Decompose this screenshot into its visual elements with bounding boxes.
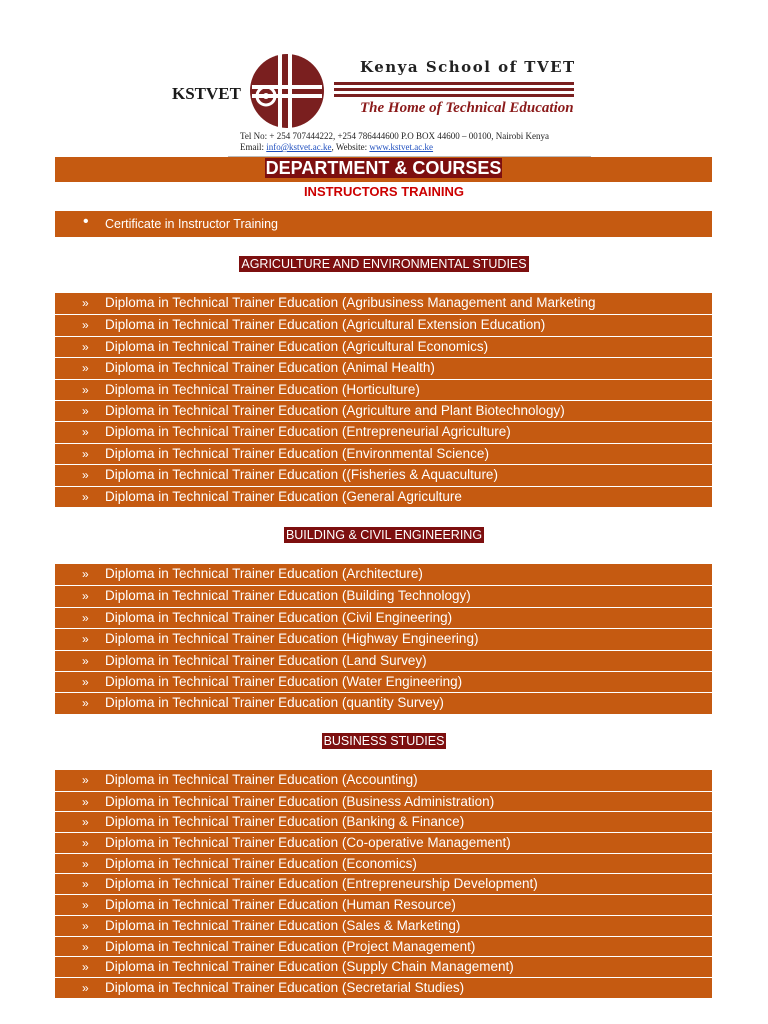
list-item-label: Diploma in Technical Trainer Education (Animal Health) bbox=[105, 360, 435, 376]
department-title-bar bbox=[55, 157, 712, 182]
page-title-text: DEPARTMENT & COURSES bbox=[265, 158, 502, 178]
chevron-right-icon: » bbox=[82, 836, 89, 851]
chevron-right-icon: » bbox=[82, 632, 89, 647]
chevron-right-icon: » bbox=[82, 856, 89, 871]
chevron-right-icon: » bbox=[82, 877, 89, 892]
chevron-right-icon: » bbox=[82, 773, 89, 787]
list-item-label: Diploma in Technical Trainer Education (General Agriculture bbox=[105, 488, 462, 504]
list-item bbox=[55, 293, 712, 314]
list-item-label: Diploma in Technical Trainer Education (Horticulture) bbox=[105, 381, 420, 397]
section-heading-text: BUILDING & CIVIL ENGINEERING bbox=[285, 528, 483, 542]
list-item-label: Diploma in Technical Trainer Education ((Fisheries & Aquaculture) bbox=[105, 467, 498, 483]
course-list-agriculture bbox=[55, 293, 712, 507]
chevron-right-icon: » bbox=[82, 468, 89, 483]
website-link[interactable]: www.kstvet.ac.ke bbox=[369, 142, 434, 152]
course-list-building bbox=[55, 564, 712, 714]
list-item bbox=[55, 400, 712, 421]
chevron-right-icon: » bbox=[82, 918, 89, 933]
list-item bbox=[55, 977, 712, 998]
list-item bbox=[55, 936, 712, 957]
list-item bbox=[55, 314, 712, 335]
list-item bbox=[55, 464, 712, 485]
email-link[interactable]: info@kstvet.ac.ke bbox=[266, 142, 332, 152]
chevron-right-icon: » bbox=[82, 610, 89, 625]
list-item-label: Diploma in Technical Trainer Education (Secretarial Studies) bbox=[105, 979, 465, 995]
list-item bbox=[55, 421, 712, 442]
list-item-label: Diploma in Technical Trainer Education (Agriculture and Plant Biotechnology) bbox=[105, 402, 565, 418]
list-item-label: Diploma in Technical Trainer Education (Building Technology) bbox=[105, 588, 471, 604]
list-item-label: Diploma in Technical Trainer Education (Supply Chain Management) bbox=[105, 959, 514, 975]
list-item-certificate bbox=[55, 211, 712, 237]
list-item bbox=[55, 585, 712, 606]
list-item bbox=[55, 564, 712, 585]
list-item bbox=[55, 894, 712, 915]
chevron-right-icon: » bbox=[82, 939, 89, 954]
list-item bbox=[55, 811, 712, 832]
section-subtitle: INSTRUCTORS TRAINING bbox=[303, 184, 465, 199]
logo-abbreviation: KSTVET bbox=[172, 84, 241, 103]
list-item bbox=[55, 379, 712, 400]
list-item-label: Diploma in Technical Trainer Education (Project Management) bbox=[105, 938, 476, 954]
list-item-label: Diploma in Technical Trainer Education (Environmental Science) bbox=[105, 445, 489, 461]
list-item bbox=[55, 486, 712, 507]
chevron-right-icon: » bbox=[82, 980, 89, 995]
school-logo bbox=[170, 44, 580, 138]
chevron-right-icon: » bbox=[82, 567, 89, 581]
list-item bbox=[55, 650, 712, 671]
list-item bbox=[55, 443, 712, 464]
section-heading-building bbox=[0, 528, 768, 542]
list-item-label: Diploma in Technical Trainer Education (Entrepreneurial Agriculture) bbox=[105, 424, 511, 440]
list-item bbox=[55, 692, 712, 713]
chevron-right-icon: » bbox=[82, 589, 89, 604]
list-item-label: Certificate in Instructor Training bbox=[105, 217, 278, 231]
list-item-label: Diploma in Technical Trainer Education (Highway Engineering) bbox=[105, 631, 479, 647]
list-item bbox=[55, 607, 712, 628]
chevron-right-icon: » bbox=[82, 489, 89, 504]
list-item-label: Diploma in Technical Trainer Education (Banking & Finance) bbox=[105, 814, 465, 830]
list-item bbox=[55, 357, 712, 378]
page-title bbox=[55, 158, 712, 179]
list-item bbox=[55, 628, 712, 649]
list-item bbox=[55, 671, 712, 692]
section-heading-text: BUSINESS STUDIES bbox=[323, 734, 445, 748]
course-list-business bbox=[55, 770, 712, 998]
kstvet-emblem-icon bbox=[248, 44, 326, 138]
chevron-right-icon: » bbox=[82, 696, 89, 711]
list-item bbox=[55, 336, 712, 357]
list-item-label: Diploma in Technical Trainer Education (Economics) bbox=[105, 855, 417, 871]
contact-web-line bbox=[240, 142, 660, 153]
list-item-label: Diploma in Technical Trainer Education (Agricultural Economics) bbox=[105, 338, 489, 354]
section-heading-business bbox=[0, 734, 768, 748]
list-item-label: Diploma in Technical Trainer Education (Human Resource) bbox=[105, 897, 456, 913]
chevron-right-icon: » bbox=[82, 898, 89, 913]
list-item-label: Diploma in Technical Trainer Education (Land Survey) bbox=[105, 652, 427, 668]
list-item-label: Diploma in Technical Trainer Education (Civil Engineering) bbox=[105, 609, 453, 625]
chevron-right-icon: » bbox=[82, 296, 89, 310]
website-label: , Website: bbox=[331, 142, 370, 152]
list-item-label: Diploma in Technical Trainer Education (Co-operative Management) bbox=[105, 835, 511, 851]
list-item bbox=[55, 873, 712, 894]
chevron-right-icon: » bbox=[82, 382, 89, 397]
list-item bbox=[55, 832, 712, 853]
school-name: Kenya School of TVET bbox=[360, 58, 576, 76]
list-item-label: Diploma in Technical Trainer Education (Entrepreneurship Development) bbox=[105, 876, 538, 892]
list-item-label: Diploma in Technical Trainer Education (Agricultural Extension Education) bbox=[105, 317, 546, 333]
chevron-right-icon: » bbox=[82, 318, 89, 333]
chevron-right-icon: » bbox=[82, 815, 89, 830]
chevron-right-icon: » bbox=[82, 960, 89, 975]
list-item-label: Diploma in Technical Trainer Education (quantity Survey) bbox=[105, 695, 444, 711]
school-tagline: The Home of Technical Education bbox=[360, 100, 574, 116]
chevron-right-icon: » bbox=[82, 425, 89, 440]
chevron-right-icon: » bbox=[82, 674, 89, 689]
chevron-right-icon: » bbox=[82, 339, 89, 354]
section-heading-text: AGRICULTURE AND ENVIRONMENTAL STUDIES bbox=[241, 257, 527, 271]
chevron-right-icon: » bbox=[82, 794, 89, 809]
email-label: Email: bbox=[240, 142, 267, 152]
list-item bbox=[55, 853, 712, 874]
list-item-label: Diploma in Technical Trainer Education (Sales & Marketing) bbox=[105, 917, 461, 933]
logo-divider bbox=[334, 88, 574, 91]
section-heading-agriculture bbox=[0, 257, 768, 271]
list-item-label: Diploma in Technical Trainer Education (Accounting) bbox=[105, 772, 418, 787]
logo-divider bbox=[334, 82, 574, 85]
list-item bbox=[55, 791, 712, 812]
list-item-label: Diploma in Technical Trainer Education (Architecture) bbox=[105, 566, 423, 581]
list-item-label: Diploma in Technical Trainer Education (Water Engineering) bbox=[105, 673, 463, 689]
list-item-label: Diploma in Technical Trainer Education (Business Administration) bbox=[105, 793, 495, 809]
chevron-right-icon: » bbox=[82, 361, 89, 376]
chevron-right-icon: » bbox=[82, 653, 89, 668]
list-item-label: Diploma in Technical Trainer Education (Agribusiness Management and Marketing bbox=[105, 295, 596, 310]
bullet-icon: • bbox=[83, 213, 89, 230]
chevron-right-icon: » bbox=[82, 446, 89, 461]
logo-divider bbox=[334, 94, 574, 97]
contact-phone-line: Tel No: + 254 707444222, +254 786444600 P.O BOX 44600 – 00100, Nairobi Kenya bbox=[240, 131, 550, 141]
chevron-right-icon: » bbox=[82, 403, 89, 418]
list-item bbox=[55, 770, 712, 791]
list-item bbox=[55, 915, 712, 936]
list-item bbox=[55, 956, 712, 977]
